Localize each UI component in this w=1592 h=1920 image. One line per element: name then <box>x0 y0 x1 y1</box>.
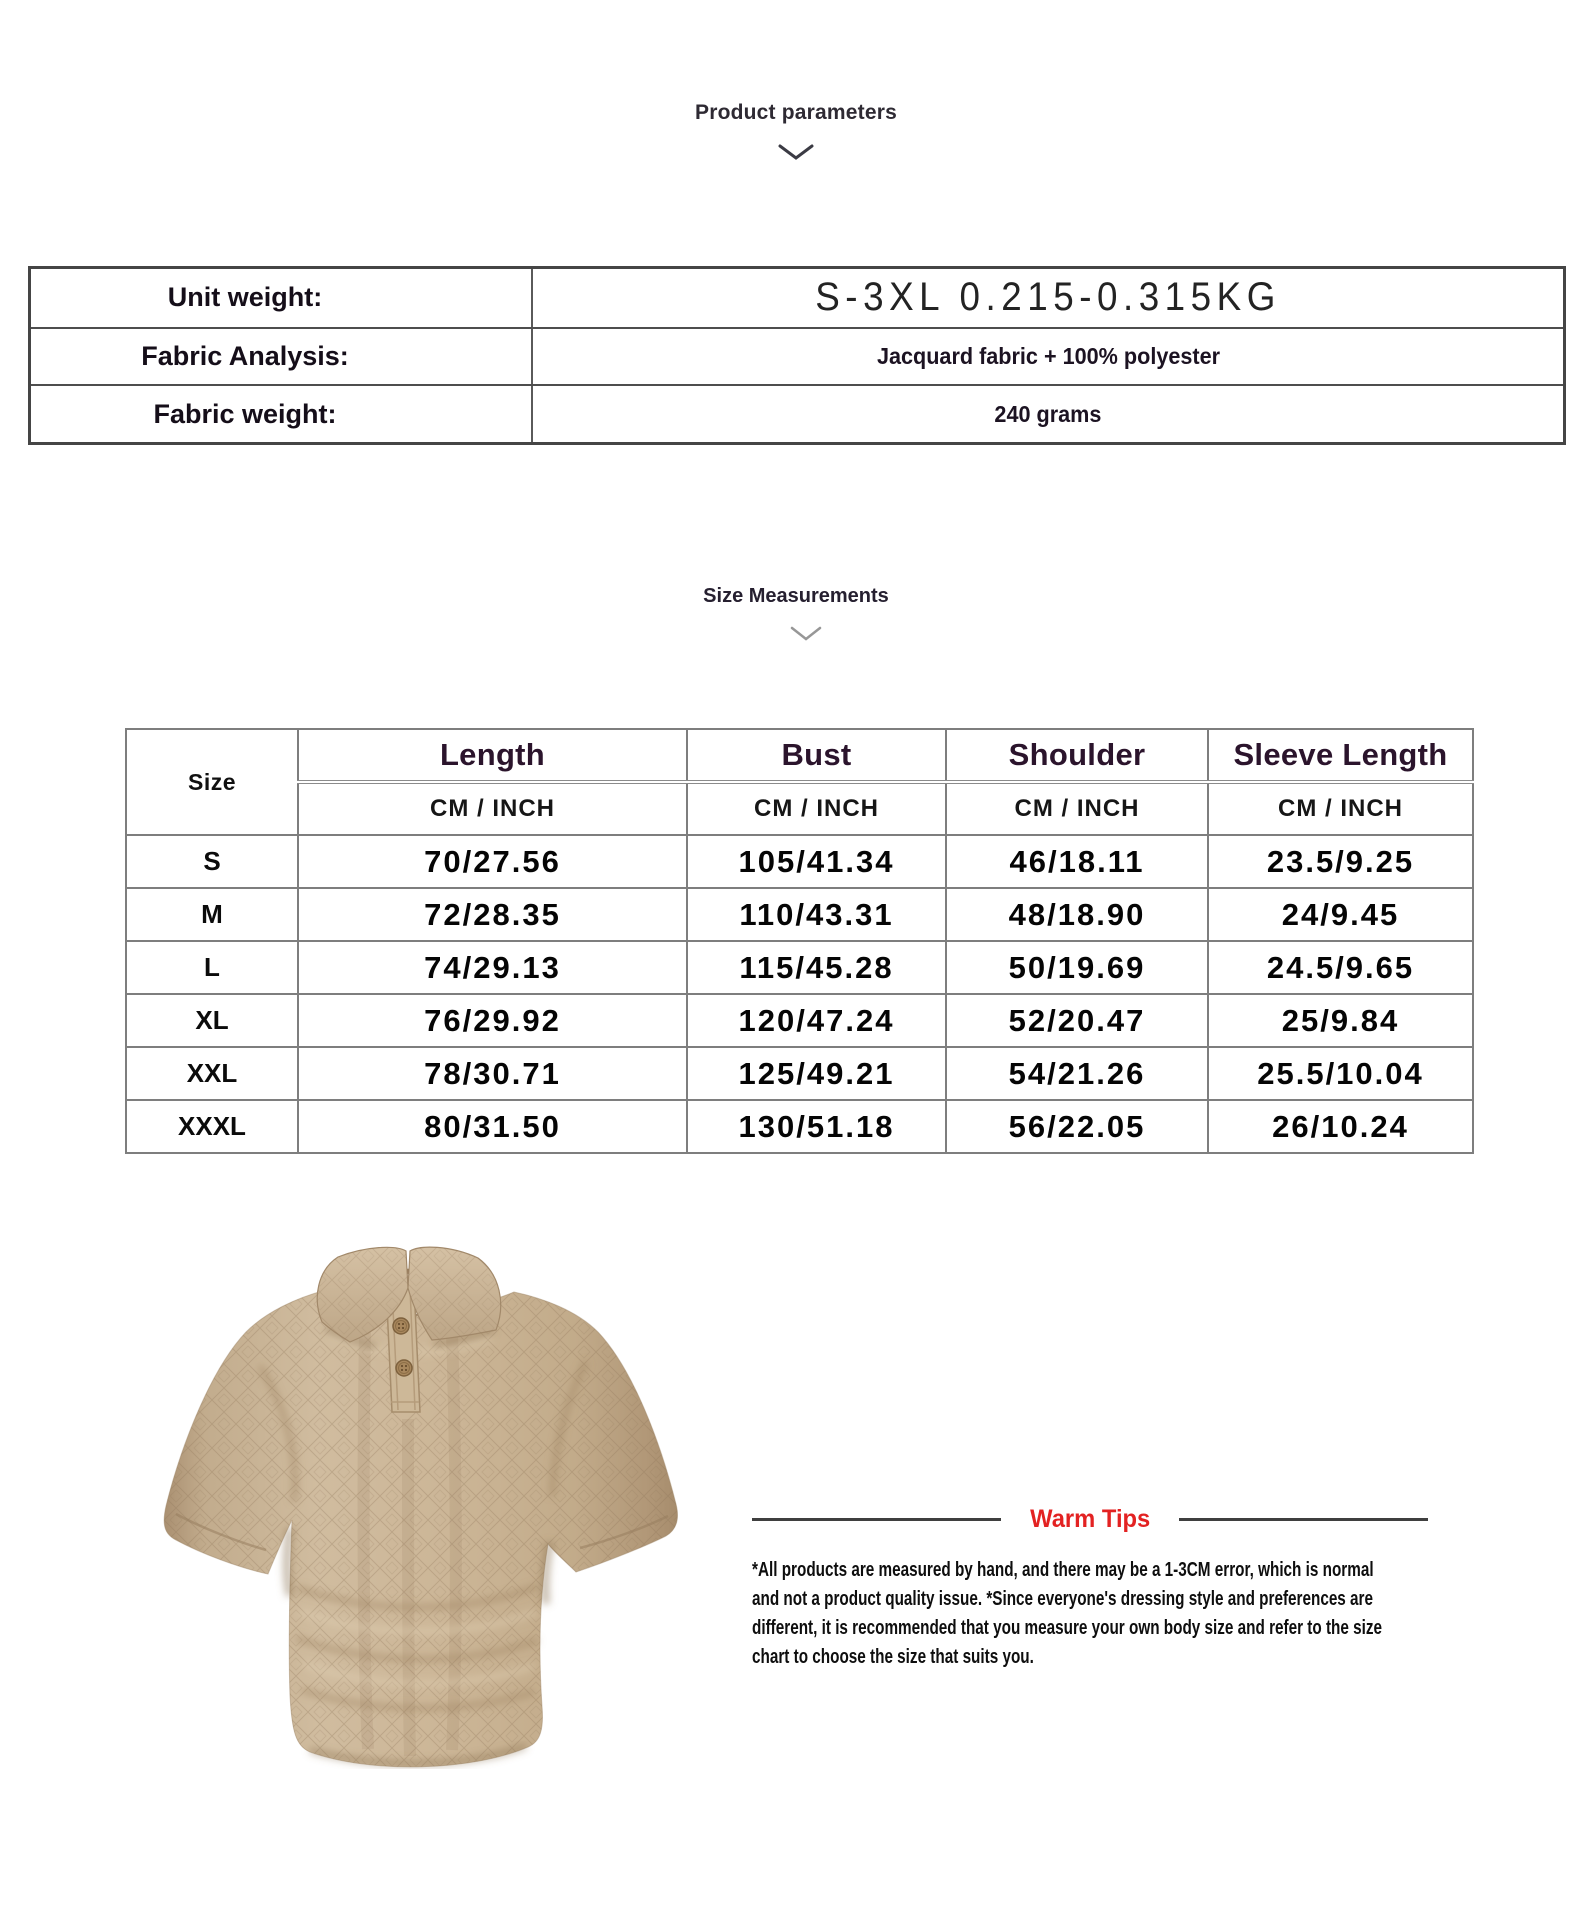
bust-value: 110/43.31 <box>687 888 946 941</box>
size-label: XXXL <box>126 1100 298 1153</box>
warm-tips-line: chart to choose the size that suits you. <box>752 1646 1034 1668</box>
table-row-size-s <box>126 835 1473 888</box>
length-value: 72/28.35 <box>298 888 687 941</box>
table-row-size-l <box>126 941 1473 994</box>
bust-value: 125/49.21 <box>687 1047 946 1100</box>
column-header-sleeve-length: Sleeve Length <box>1208 729 1473 782</box>
warm-tips-section <box>752 1498 1428 1672</box>
product-parameters-table <box>28 266 1566 445</box>
param-value: Jacquard fabric + 100% polyester <box>876 342 1220 369</box>
warm-tips-line: different, it is recommended that you measure your own body size and refer to the size <box>752 1617 1383 1639</box>
param-label: Fabric weight: <box>31 386 533 442</box>
chevron-down-icon <box>790 626 822 642</box>
length-value: 70/27.56 <box>298 835 687 888</box>
chevron-down-icon <box>777 143 815 161</box>
product-parameters-title: Product parameters <box>694 101 897 124</box>
product-photo-polo-shirt <box>140 1244 700 1784</box>
divider-line-right <box>1179 1518 1428 1521</box>
size-label: L <box>126 941 298 994</box>
unit-label: CM / INCH <box>298 782 687 835</box>
column-header-bust: Bust <box>687 729 946 782</box>
warm-tips-text <box>752 1556 1428 1672</box>
sleeve-value: 26/10.24 <box>1208 1100 1473 1153</box>
size-label: S <box>126 835 298 888</box>
param-label: Unit weight: <box>31 269 533 327</box>
size-table-header-row <box>126 729 1473 782</box>
divider-line-left <box>752 1518 1001 1521</box>
bust-value: 105/41.34 <box>687 835 946 888</box>
param-value: 240 grams <box>994 400 1102 427</box>
unit-label: CM / INCH <box>687 782 946 835</box>
param-label: Fabric Analysis: <box>31 329 533 385</box>
sleeve-value: 23.5/9.25 <box>1208 835 1473 888</box>
table-row-size-m <box>126 888 1473 941</box>
unit-label: CM / INCH <box>1208 782 1473 835</box>
param-row-fabric-weight <box>31 384 1563 442</box>
length-value: 76/29.92 <box>298 994 687 1047</box>
warm-tips-line: and not a product quality issue. *Since everyone's dressing style and preferences are <box>752 1588 1374 1610</box>
size-label: M <box>126 888 298 941</box>
unit-label: CM / INCH <box>946 782 1208 835</box>
bust-value: 120/47.24 <box>687 994 946 1047</box>
warm-tips-title: Warm Tips <box>1029 1504 1151 1533</box>
column-header-length: Length <box>298 729 687 782</box>
bust-value: 130/51.18 <box>687 1100 946 1153</box>
shoulder-value: 48/18.90 <box>946 888 1208 941</box>
shoulder-value: 56/22.05 <box>946 1100 1208 1153</box>
sleeve-value: 24.5/9.65 <box>1208 941 1473 994</box>
param-value: S-3XL 0.215-0.315KG <box>815 275 1281 320</box>
sleeve-value: 25.5/10.04 <box>1208 1047 1473 1100</box>
warm-tips-header <box>752 1498 1428 1540</box>
length-value: 78/30.71 <box>298 1047 687 1100</box>
length-value: 74/29.13 <box>298 941 687 994</box>
shoulder-value: 50/19.69 <box>946 941 1208 994</box>
shoulder-value: 52/20.47 <box>946 994 1208 1047</box>
size-corner-header: Size <box>126 729 298 835</box>
bust-value: 115/45.28 <box>687 941 946 994</box>
sleeve-value: 24/9.45 <box>1208 888 1473 941</box>
column-header-shoulder: Shoulder <box>946 729 1208 782</box>
table-row-size-xl <box>126 994 1473 1047</box>
sleeve-value: 25/9.84 <box>1208 994 1473 1047</box>
shoulder-value: 54/21.26 <box>946 1047 1208 1100</box>
warm-tips-line: *All products are measured by hand, and there may be a 1-3CM error, which is normal <box>752 1559 1374 1581</box>
param-row-fabric-analysis <box>31 327 1563 385</box>
param-row-unit-weight <box>31 269 1563 327</box>
table-row-size-xxxl <box>126 1100 1473 1153</box>
size-label: XXL <box>126 1047 298 1100</box>
size-table-unit-row <box>126 782 1473 835</box>
table-row-size-xxl <box>126 1047 1473 1100</box>
size-measurements-title: Size Measurements <box>703 585 889 607</box>
length-value: 80/31.50 <box>298 1100 687 1153</box>
size-chart-table <box>125 728 1474 1154</box>
size-label: XL <box>126 994 298 1047</box>
shoulder-value: 46/18.11 <box>946 835 1208 888</box>
